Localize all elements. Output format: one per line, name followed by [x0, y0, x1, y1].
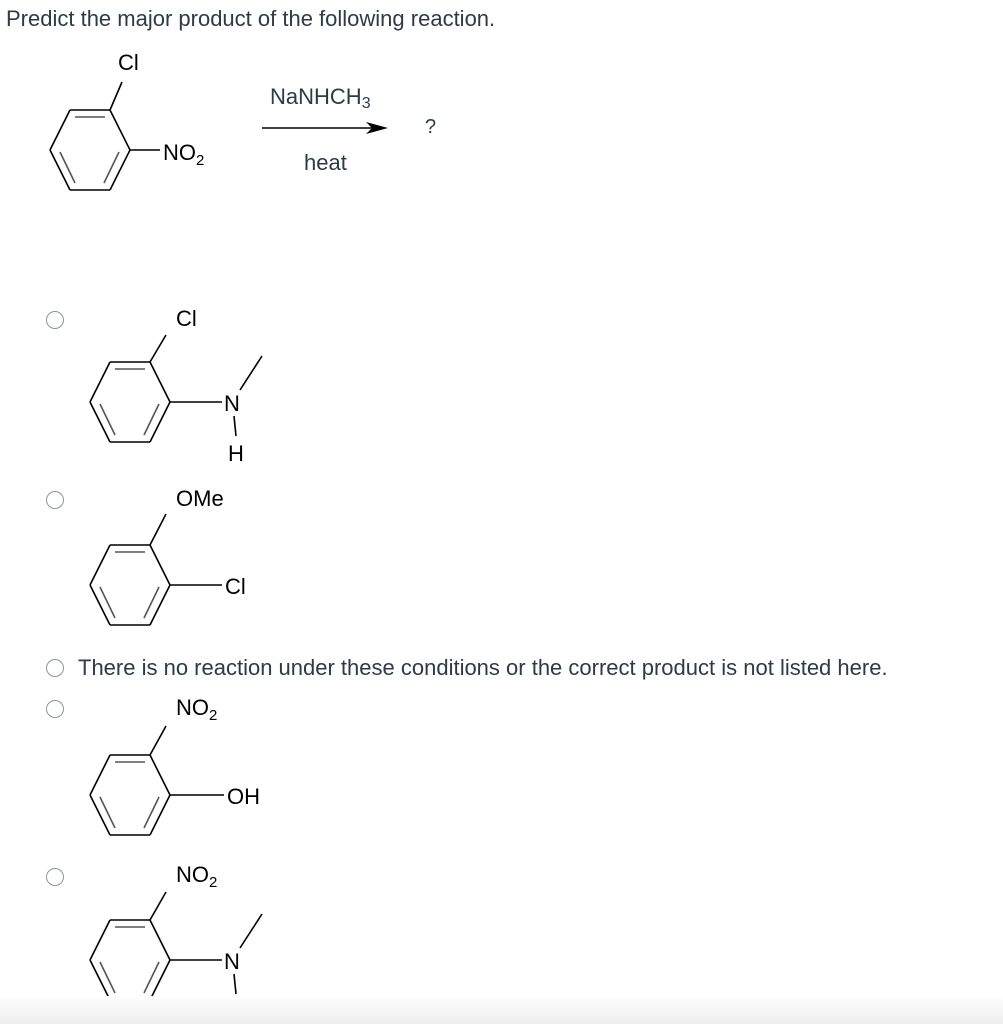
- reactant-cl-label: Cl: [118, 50, 139, 75]
- reagent-label: NaNHCH$_3$: [270, 84, 371, 112]
- option-2-cl-label: Cl: [225, 574, 246, 599]
- option-4-no2-label: $NO_2$: [176, 695, 218, 724]
- option-5-no2-label: $NO_2$: [176, 862, 218, 891]
- option-5-structure: [0, 0, 300, 1024]
- option-2-ome-label: OMe: [176, 486, 224, 511]
- option-1-cl-label: Cl: [176, 306, 197, 331]
- option-4-oh-label: OH: [227, 784, 260, 809]
- product-placeholder: ?: [425, 116, 437, 138]
- bottom-edge-shadow: [0, 996, 1003, 1024]
- option-1-h-label: H: [228, 441, 244, 466]
- question-text: Predict the major product of the following reaction.: [6, 6, 496, 31]
- option-1-n-label: N: [224, 391, 240, 416]
- option-5-n-label: N: [224, 949, 240, 974]
- answer-option-3-label[interactable]: There is no reaction under these conditions or the correct product is not listed here.: [78, 655, 888, 680]
- condition-label: heat: [304, 150, 347, 175]
- reactant-no2-label: $NO_2$: [163, 140, 205, 169]
